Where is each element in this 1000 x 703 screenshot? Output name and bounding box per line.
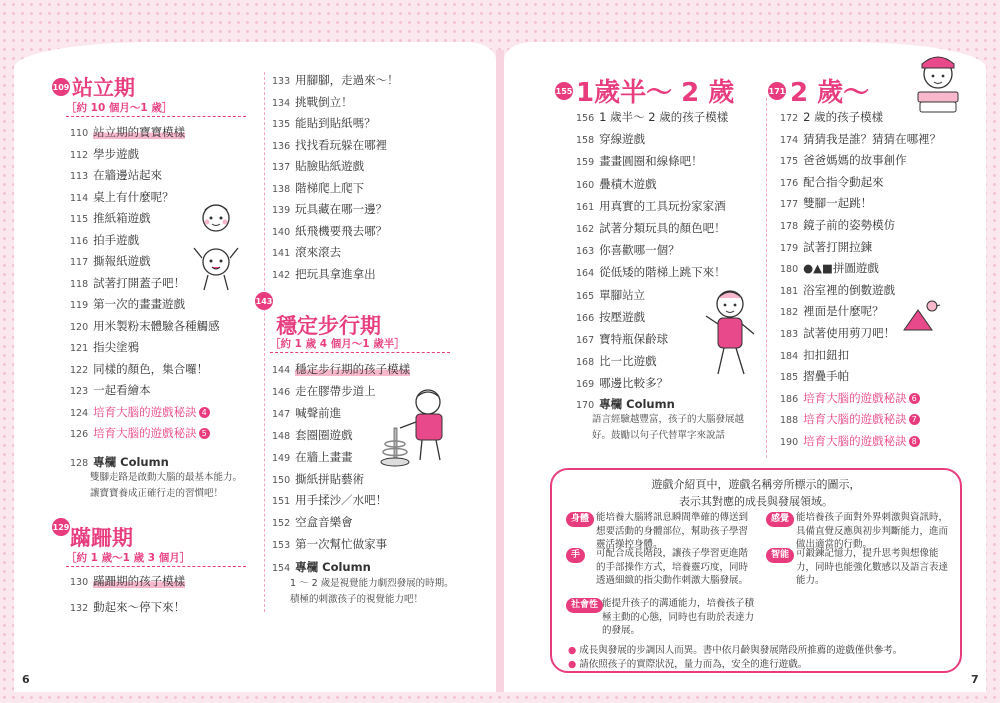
toc-page-number: 185: [780, 372, 799, 384]
section-page-badge: 171: [768, 82, 786, 100]
toc-page-number: 134: [272, 97, 291, 109]
legend-description: 可配合成長階段，讓孩子學習更進階 的手部操作方式，培養靈巧度，同時 透過細緻的指尖動作刺激大腦發展。: [596, 548, 749, 586]
toc-entry[interactable]: [272, 428, 353, 444]
toc-title: 扣扣鈕扣: [803, 347, 850, 362]
toc-entry[interactable]: [780, 326, 895, 342]
toc-entry[interactable]: [780, 240, 872, 256]
toc-entry[interactable]: [272, 472, 364, 488]
toc-entry[interactable]: [780, 369, 849, 385]
toc-title: 寶特瓶保齡球: [599, 332, 669, 346]
toc-title: 鏡子前的姿勢模仿: [803, 218, 896, 232]
toc-page-number: 186: [780, 393, 799, 405]
toc-page-number: 117: [70, 257, 89, 268]
section-subtitle: ［約 1 歲～1 歲 3 個月］: [66, 552, 191, 564]
section-page-badge: 109: [52, 78, 70, 96]
toc-title: 撕報紙遊戲: [93, 254, 151, 268]
toc-title: 哪邊比較多？: [599, 376, 669, 391]
toc-entry[interactable]: [272, 224, 387, 240]
toc-page-number: 110: [70, 128, 89, 139]
toc-entry[interactable]: [70, 168, 162, 184]
toc-page-number: 153: [272, 540, 291, 552]
toc-entry[interactable]: [272, 159, 364, 175]
toc-page-number: 140: [272, 226, 291, 238]
section-title-toddling: 蹣跚期: [70, 526, 133, 550]
toc-title: 指尖塗鴉: [93, 340, 140, 354]
column-note: 1 ～ 2 歲是視覺能力劇烈發展的時期。: [290, 578, 454, 589]
toc-entry[interactable]: [272, 493, 387, 509]
toc-entry[interactable]: [272, 116, 376, 132]
toc-entry[interactable]: [576, 376, 668, 392]
toc-page-number: 181: [780, 285, 799, 297]
toc-title: 試著打開拉鍊: [803, 239, 873, 254]
toc-entry[interactable]: [576, 310, 645, 326]
legend-tag: 感覺: [766, 512, 794, 527]
toc-page-number: 132: [70, 603, 89, 614]
legend-bullet: ● 請依照孩子的實際狀況，量力而為，安全的進行遊戲。: [568, 659, 808, 670]
toc-entry[interactable]: [272, 406, 341, 422]
section-title-standing: 站立期: [72, 76, 135, 100]
toc-title: 玩具藏在哪一邊？: [295, 202, 388, 216]
toc-entry[interactable]: [70, 405, 210, 421]
legend-tag: 身體: [566, 512, 594, 527]
toc-page-number: 147: [272, 408, 291, 420]
toc-title: 站立期的寶寶模樣: [93, 125, 186, 139]
toc-entry[interactable]: [272, 95, 353, 111]
toc-title: 套圈圈遊戲: [295, 427, 353, 442]
toc-title: 在牆上畫畫: [295, 449, 353, 464]
section-rule: [66, 566, 246, 567]
legend-description: 可鍛鍊記憶力，提升思考與想像能 力，同時也能強化數感以及語言表達 能力。: [796, 548, 949, 586]
toc-page-number: 112: [70, 149, 89, 161]
toc-title: ●▲■拼圖遊戲: [803, 261, 879, 276]
toc-title: 滾來滾去: [295, 245, 342, 259]
toc-entry[interactable]: [272, 450, 353, 466]
toc-entry[interactable]: [576, 243, 680, 259]
child-ring-toy-illustration: [378, 388, 466, 470]
section-subtitle: ［約 10 個月～1 歲］: [66, 102, 173, 114]
toc-page-number: 167: [576, 335, 595, 346]
toc-entry[interactable]: [272, 202, 387, 218]
toc-entry[interactable]: [576, 132, 645, 148]
section-rule: [270, 352, 450, 353]
toc-page-number: 126: [70, 429, 89, 440]
toc-page-number: 172: [780, 113, 799, 124]
toc-title: 穩定步行期的孩子模樣: [295, 362, 411, 376]
legend-description: 能培養孩子面對外界刺激與資訊時， 具備直覺反應與初步判斷能力，進而 做出適當的行動。: [796, 512, 949, 550]
toc-title: 試著打開蓋子吧！: [93, 275, 186, 290]
toc-page-number: 160: [576, 179, 595, 191]
section-title-1-5-2yrs: 1歲半～ 2 歲: [576, 78, 735, 108]
toc-entry[interactable]: [70, 297, 185, 313]
toc-title: 動起來～停下來！: [93, 600, 186, 614]
toc-entry[interactable]: [70, 211, 151, 227]
toc-page-number: 158: [576, 135, 595, 147]
toc-entry[interactable]: [576, 288, 645, 304]
toc-entry[interactable]: [272, 138, 387, 154]
tip-number-badge: 7: [909, 414, 920, 425]
legend-intro: 遊戲介紹頁中，遊戲名稱旁所標示的圖示， 表示其對應的成長與發展領域。: [651, 478, 861, 508]
toc-page-number: 123: [70, 386, 89, 397]
toc-page-number: 159: [576, 157, 595, 169]
toc-page-number: 151: [272, 496, 291, 508]
toc-page-number: 174: [780, 134, 799, 146]
legend-bullet: ● 成長與發展的步調因人而異。書中依月齡與發展階段所推薦的遊戲僅供參考。: [568, 645, 903, 656]
toc-page-number: 148: [272, 430, 291, 442]
toc-title: 單腳站立: [599, 287, 646, 302]
toc-page-number: 113: [70, 171, 89, 182]
toc-entry[interactable]: [780, 434, 920, 450]
toc-page-number: 121: [70, 343, 89, 354]
toc-title: 你喜歡哪一個？: [599, 243, 680, 258]
toc-entry[interactable]: [576, 154, 703, 170]
toc-title: 爸爸媽媽的故事創作: [803, 153, 907, 168]
toc-page-number: 146: [272, 386, 291, 398]
section-page-badge: 155: [555, 82, 573, 100]
toc-title: 培育大腦的遊戲秘訣: [93, 404, 197, 419]
toc-entry[interactable]: [272, 515, 353, 531]
toc-page-number: 163: [576, 246, 595, 258]
column-entry[interactable]: 128 專欄 Column: [70, 455, 169, 469]
toc-page-number: 152: [272, 518, 291, 530]
toc-title: 把玩具拿進拿出: [295, 266, 376, 281]
toc-page-number: 150: [272, 474, 291, 486]
toc-page-number: 135: [272, 119, 291, 130]
toc-page-number: 176: [780, 177, 799, 189]
toc-entry[interactable]: [780, 153, 907, 169]
toc-title: 穿線遊戲: [599, 132, 646, 147]
toc-entry[interactable]: [70, 233, 139, 249]
toc-page-number: 138: [272, 183, 291, 195]
toc-title: 貼臉貼紙遊戲: [295, 159, 365, 173]
toc-entry[interactable]: [70, 383, 151, 399]
toc-page-number: 124: [70, 407, 89, 419]
toc-page-number: 144: [272, 365, 291, 376]
toc-page-number: 115: [70, 214, 89, 225]
column-note: 雙腳走路是啟動大腦的最基本能力。: [90, 472, 243, 483]
toc-entry[interactable]: [780, 218, 895, 234]
toc-page-number: 179: [780, 242, 799, 254]
toc-entry[interactable]: [70, 319, 220, 335]
legend-description: 能培養大腦將訊息瞬間準確的傳送到 想要活動的身體部位，幫助孩子學習 靈活操控身體。: [596, 512, 749, 550]
toc-title: 在牆邊站起來: [93, 168, 163, 182]
column-note: 好。鼓勵以句子代替單字來說話: [592, 430, 726, 441]
toc-page-number: 156: [576, 113, 595, 124]
toc-title: 猜猜我是誰？猜猜在哪裡？: [803, 131, 942, 146]
toc-title: 走在膠帶步道上: [295, 383, 376, 398]
toc-page-number: 130: [70, 577, 89, 588]
toc-page-number: 116: [70, 235, 89, 247]
toc-entry[interactable]: [70, 254, 151, 270]
toc-title: 培育大腦的遊戲秘訣: [803, 434, 907, 448]
toc-page-number: 119: [70, 300, 89, 311]
toc-page-number: 183: [780, 329, 799, 340]
toc-title: 比一比遊戲: [599, 354, 657, 369]
toc-title: 試著使用剪刀吧！: [803, 326, 896, 340]
toc-title: 培育大腦的遊戲秘訣: [93, 426, 197, 440]
page-number-left: 6: [22, 673, 30, 686]
column-note: 積極的刺激孩子的視覺能力吧！: [290, 594, 424, 605]
column-note: 語言經驗越豐富，孩子的大腦發展越: [592, 414, 745, 425]
toc-entry[interactable]: [780, 110, 883, 126]
toc-title: 撕紙拼貼藝術: [295, 471, 365, 486]
section-title-stable-walking: 穩定步行期: [276, 314, 381, 338]
toc-title: 空盒音樂會: [295, 515, 353, 530]
toc-page-number: 142: [272, 269, 291, 281]
toc-entry[interactable]: [780, 261, 879, 277]
toc-page-number: 175: [780, 156, 799, 168]
toc-page-number: 149: [272, 452, 291, 464]
toc-title: 培育大腦的遊戲秘訣: [803, 412, 907, 427]
legend-tag: 手: [566, 548, 585, 563]
toc-page-number: 180: [780, 264, 799, 276]
toc-entry[interactable]: [272, 245, 341, 261]
toc-title: 用腳腳，走過來～！: [295, 73, 399, 87]
toc-page-number: 120: [70, 321, 89, 333]
toc-entry[interactable]: [576, 332, 668, 348]
child-dancing-illustration: [700, 288, 760, 380]
toc-entry[interactable]: [576, 265, 726, 281]
column-divider: [264, 72, 265, 612]
toc-page-number: 141: [272, 248, 291, 259]
toc-title: 用手揉沙／水吧！: [295, 493, 388, 508]
page-number-right: 7: [971, 673, 979, 686]
toc-title: 同樣的顏色，集合囉！: [93, 361, 209, 376]
toc-page-number: 161: [576, 201, 595, 213]
toc-title: 找找看玩躲在哪裡: [295, 137, 388, 152]
toc-entry[interactable]: [780, 132, 941, 148]
column-entry[interactable]: 154 專欄 Column: [272, 560, 371, 574]
section-title-2yrs: 2 歲～: [790, 78, 870, 108]
toc-page-number: 118: [70, 278, 89, 290]
toc-page-number: 139: [272, 205, 291, 216]
toc-entry[interactable]: [70, 574, 185, 590]
toc-title: 培育大腦的遊戲秘訣: [803, 390, 907, 405]
toc-page-number: 122: [70, 364, 89, 376]
toc-entry[interactable]: [70, 426, 210, 442]
toc-entry[interactable]: [780, 412, 920, 428]
section-page-badge: 129: [52, 518, 70, 536]
toc-title: 學步遊戲: [93, 146, 140, 161]
toc-entry[interactable]: [576, 110, 728, 126]
triangle-and-duck-decoration: [900, 298, 940, 332]
toc-title: 配合指令動起來: [803, 174, 884, 189]
toc-entry[interactable]: [272, 537, 387, 553]
tip-number-badge: 8: [909, 436, 920, 447]
toc-entry[interactable]: [70, 276, 185, 292]
toc-entry[interactable]: [576, 177, 657, 193]
toc-title: 雙腳一起跳！: [803, 196, 873, 211]
toc-entry[interactable]: [70, 125, 185, 141]
toc-page-number: 137: [272, 162, 291, 173]
toc-page-number: 136: [272, 140, 291, 152]
column-divider: [766, 98, 767, 458]
toc-title: 用真實的工具玩扮家家酒: [599, 198, 726, 213]
toc-entry[interactable]: [70, 362, 208, 378]
toc-entry[interactable]: [780, 304, 884, 320]
toc-title: 摺疊手帕: [803, 369, 850, 384]
toc-page-number: 169: [576, 379, 595, 391]
column-entry[interactable]: 170 專欄 Column: [576, 397, 675, 411]
toc-title: 蹣跚期的孩子模樣: [93, 574, 186, 588]
toc-entry[interactable]: [576, 354, 657, 370]
toc-title: 挑戰倒立！: [295, 94, 353, 109]
toc-title: 裡面是什麼呢？: [803, 304, 884, 319]
toc-title: 1 歲半～ 2 歲的孩子模樣: [599, 110, 729, 124]
section-subtitle: ［約 1 歲 4 個月～1 歲半］: [270, 338, 405, 350]
toc-entry[interactable]: [780, 196, 872, 212]
toc-title: 一起看繪本: [93, 383, 151, 397]
legend-tag: 社會性: [566, 598, 603, 613]
tip-number-badge: 4: [199, 407, 210, 418]
toc-page-number: 168: [576, 357, 595, 369]
column-note: 讓寶寶養成正確行走的習慣吧！: [90, 488, 224, 499]
book-spine: [496, 50, 504, 692]
toc-entry[interactable]: [780, 175, 884, 191]
tip-number-badge: 6: [909, 393, 920, 404]
toc-entry[interactable]: [70, 190, 174, 206]
toc-page-number: 166: [576, 312, 595, 324]
toc-title: 桌上有什麼呢？: [93, 189, 174, 204]
toc-entry[interactable]: [70, 340, 139, 356]
toc-title: 疊積木遊戲: [599, 176, 657, 191]
toc-page-number: 165: [576, 290, 595, 302]
toc-entry[interactable]: [780, 283, 895, 299]
toc-title: 按壓遊戲: [599, 309, 646, 324]
toc-entry[interactable]: [576, 199, 726, 215]
legend-description: 能提升孩子的溝通能力，培養孩子積 極主動的心態，同時也有助於表達力 的發展。: [602, 598, 755, 636]
toc-title: 浴室裡的倒數遊戲: [803, 282, 896, 297]
toc-page-number: 190: [780, 437, 799, 448]
toc-page-number: 162: [576, 224, 595, 235]
toc-title: 推紙箱遊戲: [93, 211, 151, 225]
toc-entry[interactable]: [272, 362, 410, 378]
toc-entry[interactable]: [780, 391, 920, 407]
toc-title: 畫畫圓圈和線條吧！: [599, 154, 703, 169]
toc-page-number: 114: [70, 192, 89, 204]
toc-page-number: 178: [780, 221, 799, 232]
toc-page-number: 188: [780, 415, 799, 427]
toc-title: 試著分類玩具的顏色吧！: [599, 221, 726, 235]
toc-title: 紙飛機要飛去哪？: [295, 223, 388, 238]
toc-entry[interactable]: [272, 73, 399, 89]
section-page-badge: 143: [255, 292, 273, 310]
toc-title: 第一次的畫畫遊戲: [93, 297, 186, 311]
girl-reading-illustration: [908, 54, 968, 118]
toc-title: 階梯爬上爬下: [295, 180, 365, 195]
toc-entry[interactable]: [70, 600, 185, 616]
toc-entry[interactable]: [70, 147, 139, 163]
toc-title: 拍手遊戲: [93, 232, 140, 247]
toc-title: 第一次幫忙做家事: [295, 537, 388, 552]
toc-title: 喊聲前進: [295, 405, 342, 420]
toc-entry[interactable]: [780, 348, 849, 364]
legend-tag: 智能: [766, 548, 794, 563]
toc-page-number: 133: [272, 76, 291, 87]
toc-page-number: 164: [576, 268, 595, 280]
toc-page-number: 182: [780, 307, 799, 319]
toc-entry[interactable]: [272, 181, 364, 197]
toc-title: 2 歲的孩子模樣: [803, 110, 884, 124]
section-rule: [66, 116, 246, 117]
toc-page-number: 184: [780, 350, 799, 362]
tip-number-badge: 5: [199, 428, 210, 439]
toc-title: 用米製粉末體驗各種觸感: [93, 318, 220, 333]
baby-illustration: [190, 200, 242, 295]
toc-entry[interactable]: [272, 384, 376, 400]
toc-entry[interactable]: [576, 221, 726, 237]
toc-title: 從低矮的階梯上跳下來！: [599, 265, 726, 280]
toc-page-number: 177: [780, 199, 799, 211]
toc-title: 能貼到貼紙嗎？: [295, 116, 376, 130]
toc-entry[interactable]: [272, 267, 376, 283]
